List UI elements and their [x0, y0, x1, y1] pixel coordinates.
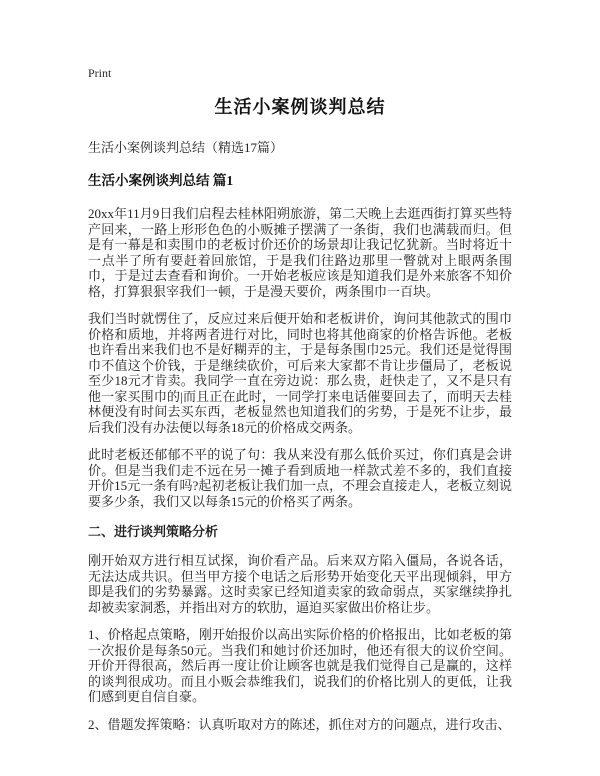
section-1-paragraph-3: 此时老板还郁郁不平的说了句：我从来没有那么低价买过，你们真是会讲价。但是当我们走不远在另一摊子看到质地一样款式差不多的，我们直接开价15元一条有吗?起初老板让我们加一点，不理会直接走人，老板立刻说要多少条，我们又以每条15元的价格买了两条。: [88, 447, 512, 509]
section-2-heading: 二、进行谈判策略分析: [88, 524, 219, 539]
section-2-paragraph-1: 刚开始双方进行相互试探，询价看产品。后来双方陷入僵局，各说各话，无法达成共识。但当甲方接个电话之后形势开始变化天平出现倾斜，甲方即是我们的劣势暴露。这时卖家已经知道卖家的致命弱点，买家继续挣扎却被卖家洞悉，并指出对方的软肋，逼迫买家做出价格让步。: [88, 553, 512, 615]
print-button[interactable]: Print: [88, 66, 112, 80]
page-title: 生活小案例谈判总结: [214, 97, 386, 117]
section-2-paragraph-2: 1、价格起点策略，刚开始报价以高出实际价格的价格报出，比如老板的第一次报价是每条50元。当我们和她讨价还加时，他还有很大的议价空间。开价开得很高，然后再一度让价让顾客也就是我们觉得自己是赢的，这样的谈判很成功。而且小贩会恭维我们，说我们的价格比别人的更低，让我们感到更自信自豪。: [88, 627, 512, 704]
section-1-paragraph-2: 我们当时就愣住了，反应过来后便开始和老板讲价，询问其他款式的围巾价格和质地，并将两者进行对比，同时也将其他商家的价格告诉他。老板也许看出来我们也不是好糊弄的主，于是每条围巾25元。我们还是觉得围巾不值这个价钱，于是继续砍价，可后来大家都不肯让步僵局了，老板说至少18元才肯卖。我同学一直在旁边说：那么贵，赶快走了，又不是只有他一家买围巾的|而且正在此时，一同学打来电话催要回去了，而明天去桂林便没有时间去买东西，老板显然也知道我们的劣势，于是死不让步，最后我们没有办法便以每条18元的价格成交两条。: [88, 311, 512, 435]
section-1-heading: 生活小案例谈判总结 篇1: [88, 173, 234, 188]
section-2-paragraph-3: 2、借题发挥策略：认真听取对方的陈述，抓住对方的问题点，进行攻击、: [88, 716, 511, 732]
section-1-paragraph-1: 20xx年11月9日我们启程去桂林阳朔旅游，第二天晚上去逛西街打算买些特产回来，一路上形形色色的小贩摊子摆满了一条街，我们也满载而归。但是有一幕是和卖围巾的老板讨价还价的场景却让我记忆犹新。当时将近十一点半了所有要赶着回旅馆，于是我们往路边那里一瞥就对上眼两条围巾，于是过去查看和询价。一开始老板应该是知道我们是外来旅客不知价格，打算狠狠宰我们一顿，于是漫天要价，两条围巾一百块。: [88, 206, 512, 299]
document-subtitle: 生活小案例谈判总结（精选17篇）: [88, 140, 284, 155]
